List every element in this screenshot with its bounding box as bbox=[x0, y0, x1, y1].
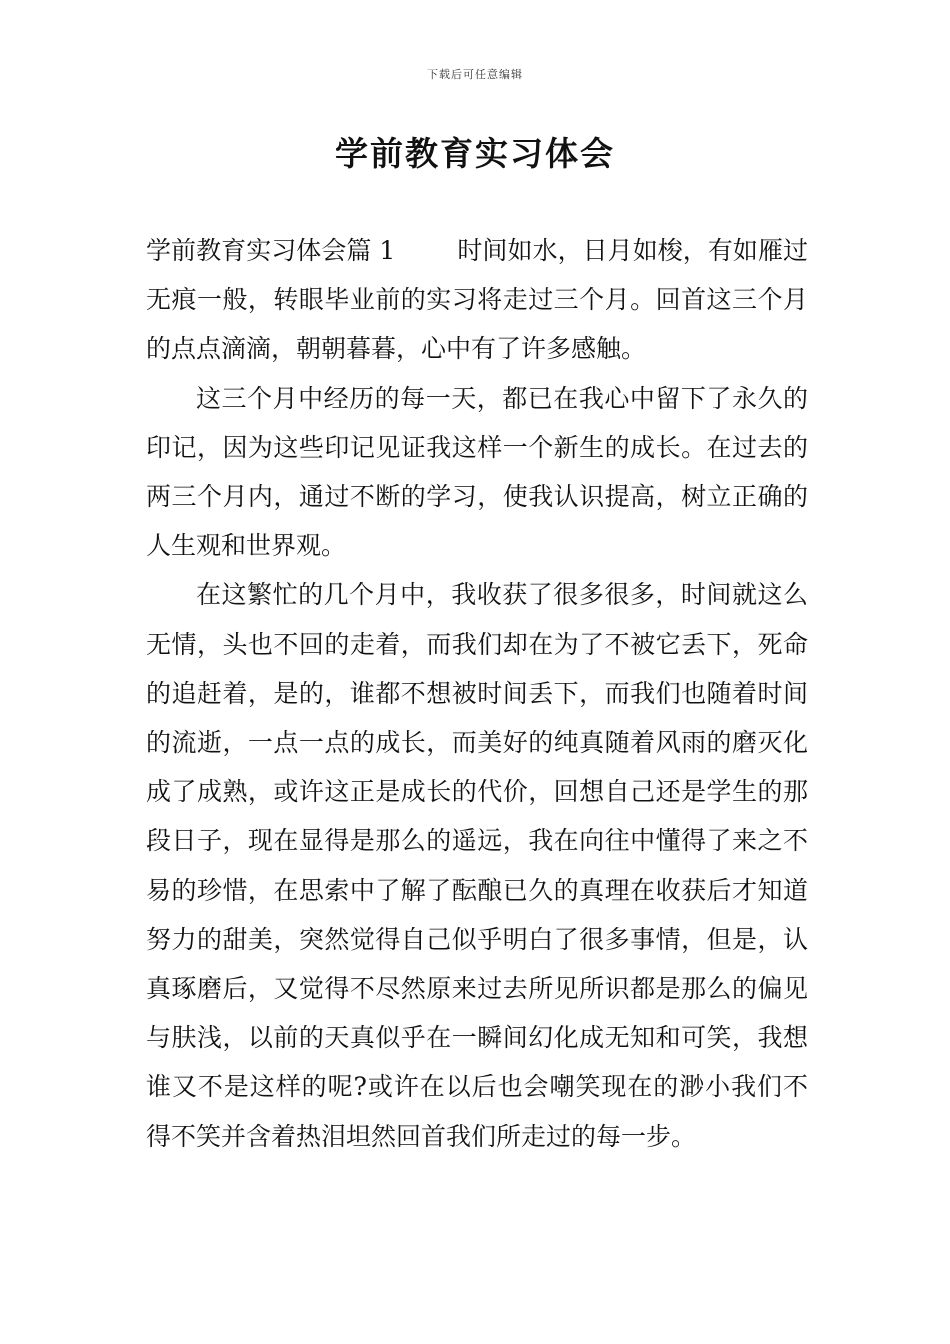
paragraph-1 bbox=[146, 226, 808, 374]
section-label: 学前教育实习体会篇 1 bbox=[146, 236, 396, 265]
paragraph-1-text: 时间如水，日月如梭，有如雁过无痕一般，转眼毕业前的实习将走过三个月。回首这三个月的点点滴滴，朝朝暮暮，心中有了许多感触。 bbox=[146, 236, 808, 364]
header-note: 下载后可任意编辑 bbox=[427, 68, 523, 81]
document-title: 学前教育实习体会 bbox=[335, 134, 615, 173]
paragraph-2: 这三个月中经历的每一天，都已在我心中留下了永久的印记，因为这些印记见证我这样一个新生的成长。在过去的两三个月内，通过不断的学习，使我认识提高，树立正确的人生观和世界观。 bbox=[146, 383, 808, 561]
document-body bbox=[146, 226, 808, 1161]
paragraph-3: 在这繁忙的几个月中，我收获了很多很多，时间就这么无情，头也不回的走着，而我们却在为了不被它丢下，死命的追赶着，是的，谁都不想被时间丢下，而我们也随着时间的流逝，一点一点的成长，而美好的纯真随着风雨的磨灭化成了成熟，或许这正是成长的代价，回想自己还是学生的那段日子，现在显得是那么的遥远，我在向往中懂得了来之不易的珍惜，在思索中了解了酝酿已久的真理在收获后才知道努力的甜美，突然觉得自己似乎明白了很多事情，但是，认真琢磨后，又觉得不尽然原来过去所见所识都是那么的偏见与肤浅，以前的天真似乎在一瞬间幻化成无知和可笑，我想谁又不是这样的呢?或许在以后也会嘲笑现在的渺小我们不得不笑并含着热泪坦然回首我们所走过的每一步。 bbox=[146, 580, 808, 1151]
